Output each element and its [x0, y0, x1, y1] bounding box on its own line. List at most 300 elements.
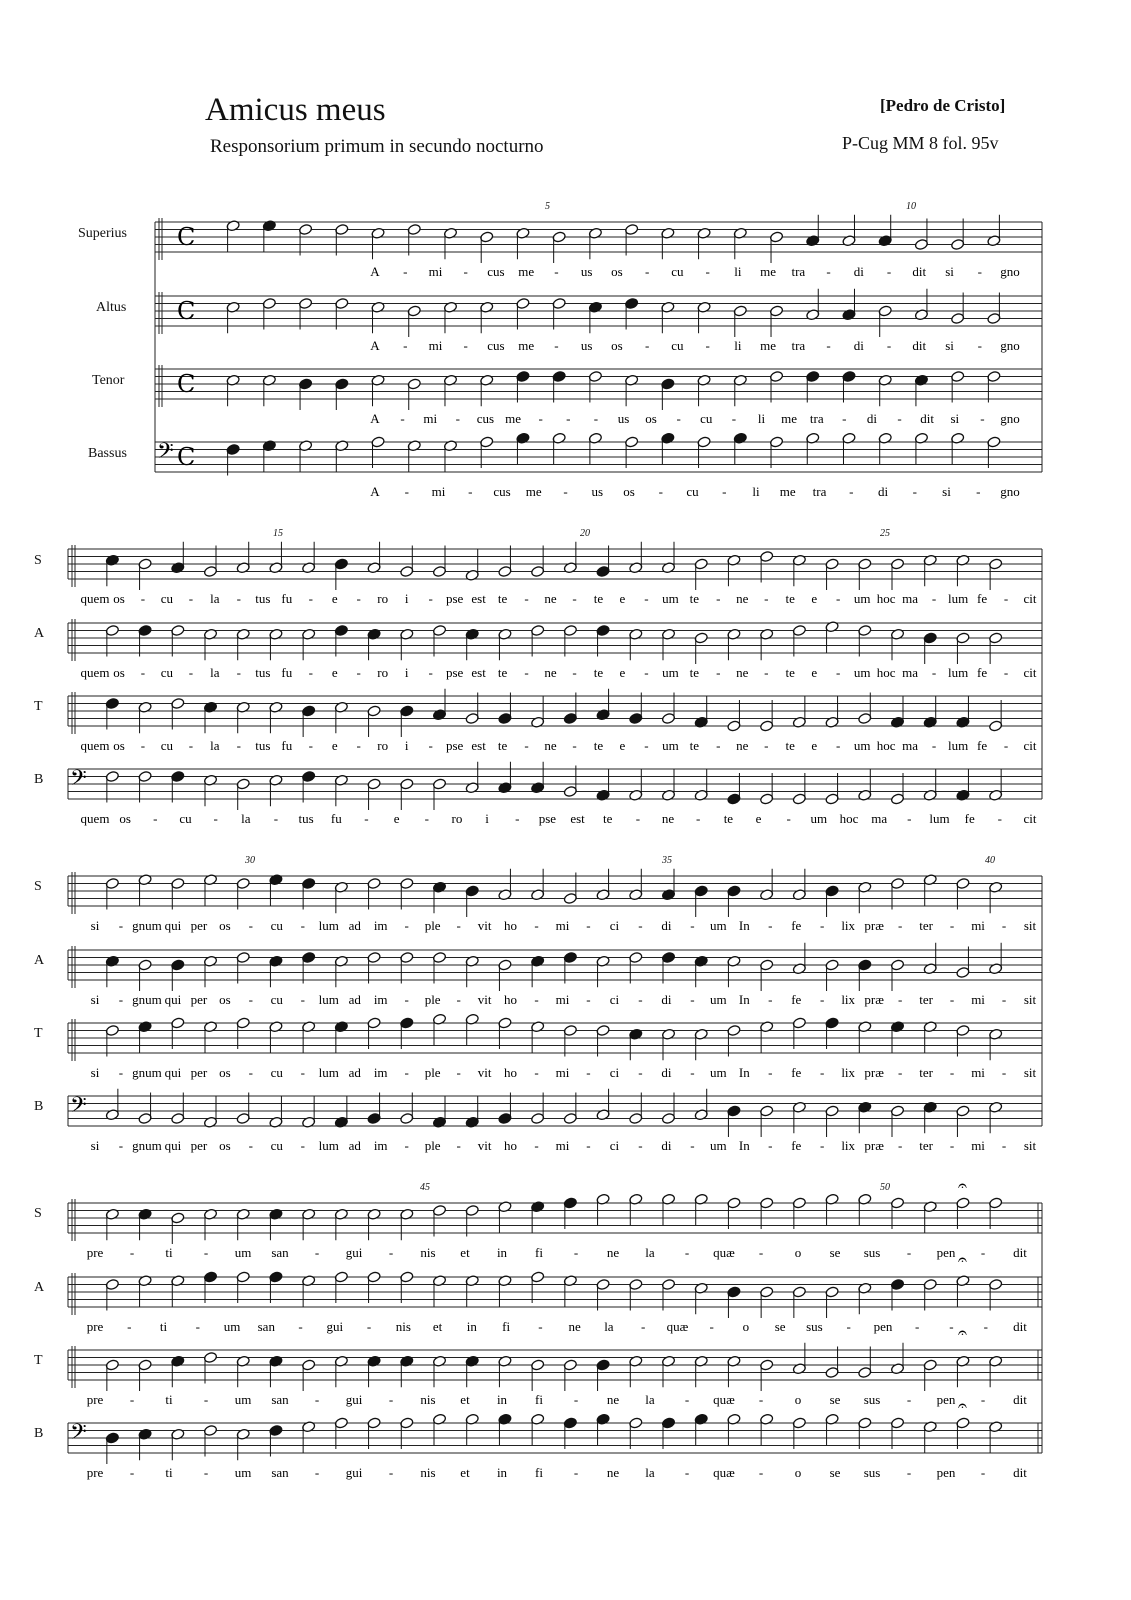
lyric-syllable: ci [609, 918, 620, 933]
note-head [236, 1017, 250, 1029]
lyric-syllable: mi [555, 1065, 570, 1080]
note-head [498, 782, 512, 794]
lyric-syllable: um [853, 738, 871, 753]
lyric-syllable: - [300, 992, 305, 1007]
note-head [825, 1413, 839, 1425]
note-head [226, 374, 240, 386]
lyric-syllable: per [190, 918, 208, 933]
note-head [661, 227, 675, 239]
lyric-syllable: - [563, 484, 568, 499]
note-head [498, 1201, 512, 1213]
lyric-syllable: ple [424, 918, 441, 933]
note-head [236, 701, 250, 713]
lyric-syllable: præ [864, 992, 884, 1007]
lyric-syllable: gno [1000, 338, 1020, 353]
note-head [171, 562, 185, 574]
note-head [987, 436, 1001, 448]
note-head [956, 554, 970, 566]
lyric-syllable: - [356, 591, 361, 606]
note-head [552, 432, 566, 444]
note-head [923, 874, 937, 886]
lyric-syllable: - [1001, 1138, 1007, 1153]
lyric-syllable: lum [947, 738, 969, 753]
lyric-syllable: se [774, 1319, 786, 1334]
lyric-syllable: ple [424, 992, 441, 1007]
note-head [923, 1359, 937, 1371]
note-head [480, 301, 494, 313]
note-head [269, 628, 283, 640]
note-head [367, 628, 381, 640]
note-head [105, 1208, 119, 1220]
lyric-syllable: fu [281, 665, 293, 680]
lyric-syllable: dit [1013, 1319, 1027, 1334]
lyric-syllable: est [570, 811, 585, 826]
lyric-syllable: mi [971, 918, 985, 933]
lyric-syllable: - [314, 1245, 320, 1260]
lyric-syllable: lum [947, 665, 969, 680]
lyric-syllable: in [496, 1245, 508, 1260]
note-head [858, 624, 872, 636]
lyric-syllable: - [949, 1319, 954, 1334]
note-head [890, 1197, 904, 1209]
note-head [989, 1197, 1003, 1209]
lyric-syllable: li [752, 484, 760, 499]
note-head [407, 223, 421, 235]
note-head [878, 305, 892, 317]
note-head [367, 705, 381, 717]
lyric-syllable: im [373, 1065, 388, 1080]
lyric-syllable: gui [345, 1245, 363, 1260]
lyric-syllable: gno [1000, 264, 1020, 279]
lyric-syllable: - [388, 1392, 394, 1407]
lyric-syllable: os [611, 338, 623, 353]
note-head [203, 1021, 217, 1033]
note-head [760, 959, 774, 971]
note-head [531, 782, 545, 794]
note-head [792, 1101, 806, 1113]
note-head [727, 1105, 741, 1117]
note-head [956, 877, 970, 889]
lyric-syllable: - [644, 591, 649, 606]
lyric-syllable: - [403, 338, 408, 353]
lyric-syllable: e [331, 591, 338, 606]
lyric-syllable: um [710, 918, 727, 933]
note-head [825, 885, 839, 897]
lyric-syllable: - [906, 1465, 912, 1480]
note-head [480, 231, 494, 243]
lyric-syllable: mi [428, 264, 443, 279]
lyric-syllable: - [534, 992, 539, 1007]
lyric-syllable: A [370, 264, 380, 279]
note-head [236, 1428, 250, 1440]
common-time-icon: C [177, 370, 196, 398]
note-head [760, 1359, 774, 1371]
lyric-syllable: di [661, 1138, 672, 1153]
note-head [923, 963, 937, 975]
bass-clef-icon: 𝄢 [157, 439, 174, 469]
note-head [629, 1193, 643, 1205]
lyric-syllable: In [738, 1065, 750, 1080]
lyric-syllable: te [497, 591, 508, 606]
lyric-syllable: um [853, 591, 871, 606]
lyric-syllable: ne [606, 1245, 620, 1260]
lyric-syllable: gno [1000, 411, 1020, 426]
lyric-syllable: fe [791, 918, 802, 933]
lyric-syllable: qui [164, 1065, 182, 1080]
voice-label-a: A [34, 953, 45, 968]
note-head [400, 1017, 414, 1029]
lyric-syllable: - [644, 264, 650, 279]
note-head [334, 624, 348, 636]
lyric-syllable: ti [165, 1392, 173, 1407]
fermata-icon: 𝄐 [958, 1176, 967, 1195]
note-head [203, 774, 217, 786]
lyric-syllable: mi [971, 992, 985, 1007]
lyric-syllable: fi [535, 1465, 543, 1480]
lyric-syllable: te [689, 591, 700, 606]
lyric-syllable: ne [661, 811, 675, 826]
note-head [516, 370, 530, 382]
lyric-syllable: - [897, 1065, 903, 1080]
lyric-syllable: la [645, 1245, 655, 1260]
note-head [105, 554, 119, 566]
note-head [792, 793, 806, 805]
lyric-syllable: - [572, 738, 577, 753]
lyric-syllable: - [716, 591, 721, 606]
bass-clef-icon: 𝄢 [70, 1093, 87, 1123]
lyric-syllable: et [460, 1245, 470, 1260]
note-head [661, 789, 675, 801]
lyric-syllable: - [140, 591, 146, 606]
lyric-syllable: me [760, 338, 777, 353]
lyric-syllable: ne [544, 591, 557, 606]
note-head [334, 1271, 348, 1283]
note-head [727, 628, 741, 640]
lyric-syllable: um [234, 1245, 252, 1260]
note-head [951, 370, 965, 382]
lyric-syllable: cu [160, 591, 174, 606]
lyric-syllable: - [195, 1319, 200, 1334]
note-head [890, 1417, 904, 1429]
note-head [138, 1112, 152, 1124]
lyric-syllable: cu [700, 411, 713, 426]
lyric-syllable: est [471, 738, 486, 753]
note-head [760, 628, 774, 640]
note-head [367, 1417, 381, 1429]
note-head [563, 712, 577, 724]
lyric-syllable: ro [377, 591, 389, 606]
note-head [697, 301, 711, 313]
note-head [989, 1101, 1003, 1113]
common-time-icon: C [177, 297, 196, 325]
note-head [890, 558, 904, 570]
lyric-syllable: - [980, 1245, 986, 1260]
lyric-syllable: ad [348, 1138, 361, 1153]
lyric-syllable: lix [841, 1065, 856, 1080]
lyric-syllable: per [190, 992, 208, 1007]
note-head [480, 436, 494, 448]
note-head [171, 624, 185, 636]
lyric-syllable: - [572, 591, 577, 606]
note-head [171, 1017, 185, 1029]
note-head [302, 1116, 316, 1128]
note-head [858, 1021, 872, 1033]
lyric-syllable: qui [164, 1138, 182, 1153]
note-head [661, 1355, 675, 1367]
note-head [138, 624, 152, 636]
note-head [694, 1413, 708, 1425]
lyric-syllable: ter [919, 918, 933, 933]
lyric-syllable: quem [80, 738, 110, 753]
note-head [878, 235, 892, 247]
note-head [588, 301, 602, 313]
lyric-syllable: - [949, 992, 955, 1007]
note-head [914, 238, 928, 250]
note-head [432, 1116, 446, 1128]
note-head [302, 705, 316, 717]
note-head [727, 554, 741, 566]
lyric-syllable: se [829, 1392, 841, 1407]
lyric-syllable: um [234, 1392, 252, 1407]
lyric-syllable: um [662, 738, 679, 753]
note-head [203, 1351, 217, 1363]
lyric-syllable: si [950, 411, 960, 426]
lyric-syllable: - [931, 738, 937, 753]
lyric-syllable: dit [912, 338, 927, 353]
note-head [890, 716, 904, 728]
note-head [171, 1428, 185, 1440]
lyric-syllable: di [853, 264, 864, 279]
note-head [956, 1105, 970, 1117]
voice-label-t: T [34, 1353, 43, 1368]
lyric-syllable: me [518, 338, 535, 353]
note-head [203, 1116, 217, 1128]
lyric-syllable: la [604, 1319, 614, 1334]
lyric-syllable: e [811, 738, 818, 753]
note-head [694, 885, 708, 897]
note-head [269, 1208, 283, 1220]
note-head [302, 1275, 316, 1287]
lyric-syllable: - [356, 665, 361, 680]
lyric-syllable: - [314, 1465, 320, 1480]
fermata-icon: 𝄐 [958, 1250, 967, 1269]
lyric-syllable: sus [863, 1245, 881, 1260]
note-head [407, 378, 421, 390]
lyric-syllable: os [113, 591, 125, 606]
note-head [697, 374, 711, 386]
lyric-syllable: - [644, 338, 650, 353]
common-time-icon: C [177, 223, 196, 251]
lyric-syllable: - [684, 1245, 690, 1260]
note-head [171, 1212, 185, 1224]
lyric-syllable: - [428, 591, 433, 606]
lyric-syllable: - [538, 1319, 543, 1334]
lyric-syllable: - [906, 1245, 912, 1260]
note-head [400, 778, 414, 790]
lyric-syllable: os [611, 264, 623, 279]
note-head [661, 1028, 675, 1040]
note-head [269, 701, 283, 713]
lyric-syllable: - [716, 665, 721, 680]
note-head [334, 1021, 348, 1033]
note-head [890, 959, 904, 971]
note-head [407, 305, 421, 317]
note-head [769, 231, 783, 243]
note-head [432, 778, 446, 790]
note-head [138, 1359, 152, 1371]
lyric-syllable: cus [493, 484, 511, 499]
lyric-syllable: - [308, 738, 313, 753]
lyric-syllable: i [404, 738, 409, 753]
note-head [625, 436, 639, 448]
lyric-syllable: - [826, 338, 831, 353]
lyric-syllable: per [190, 1138, 208, 1153]
lyric-syllable: - [463, 264, 468, 279]
note-head [138, 701, 152, 713]
note-head [432, 1013, 446, 1025]
note-head [596, 565, 610, 577]
lyric-syllable: os [219, 1065, 231, 1080]
note-head [563, 1024, 577, 1036]
lyric-syllable: - [554, 264, 559, 279]
lyric-syllable: gno [1000, 484, 1020, 499]
note-head [923, 554, 937, 566]
lyric-syllable: - [356, 738, 361, 753]
note-head [923, 1021, 937, 1033]
lyric-syllable: os [113, 738, 125, 753]
note-head [531, 1271, 545, 1283]
note-head [400, 1355, 414, 1367]
lyric-syllable: tus [255, 665, 271, 680]
note-head [629, 1278, 643, 1290]
lyric-syllable: - [248, 1138, 254, 1153]
lyric-syllable: e [811, 665, 818, 680]
note-head [806, 370, 820, 382]
note-head [226, 220, 240, 232]
lyric-syllable: quæ [713, 1465, 735, 1480]
lyric-syllable: fi [535, 1392, 543, 1407]
note-head [269, 955, 283, 967]
lyric-syllable: - [388, 1245, 394, 1260]
lyric-syllable: um [223, 1319, 241, 1334]
lyric-syllable: mi [555, 918, 570, 933]
lyric-syllable: - [820, 992, 825, 1007]
lyric-syllable: si [945, 264, 954, 279]
lyric-syllable: - [826, 264, 831, 279]
note-head [989, 1028, 1003, 1040]
note-head [733, 432, 747, 444]
lyric-syllable: cus [487, 338, 505, 353]
note-head [769, 370, 783, 382]
lyric-syllable: os [623, 484, 635, 499]
note-head [269, 1021, 283, 1033]
lyric-syllable: - [573, 1392, 579, 1407]
lyric-syllable: - [534, 1065, 539, 1080]
note-head [334, 1417, 348, 1429]
note-head [596, 889, 610, 901]
lyric-syllable: ho [504, 918, 518, 933]
lyric-syllable: mi [555, 1138, 570, 1153]
lyric-syllable: cus [487, 264, 505, 279]
note-head [694, 1193, 708, 1205]
lyric-syllable: est [471, 665, 486, 680]
note-head [923, 1421, 937, 1433]
lyric-syllable: dit [920, 411, 935, 426]
note-head [531, 1201, 545, 1213]
lyric-syllable: - [897, 411, 902, 426]
lyric-syllable: - [705, 338, 710, 353]
lyric-syllable: - [786, 811, 791, 826]
lyric-syllable: et [460, 1465, 470, 1480]
lyric-syllable: um [710, 1138, 727, 1153]
note-head [236, 1112, 250, 1124]
note-head [890, 1105, 904, 1117]
note-head [625, 223, 639, 235]
lyric-syllable: - [573, 1245, 579, 1260]
lyric-syllable: - [298, 1319, 303, 1334]
note-head [825, 1193, 839, 1205]
note-head [806, 432, 820, 444]
lyric-syllable: os [219, 992, 231, 1007]
lyric-syllable: cit [1023, 665, 1037, 680]
lyric-syllable: pen [873, 1319, 893, 1334]
measure-number: 50 [880, 1182, 890, 1193]
note-head [236, 951, 250, 963]
voice-label-s: S [34, 879, 42, 894]
lyric-syllable: In [738, 918, 750, 933]
lyric-syllable: ti [165, 1465, 173, 1480]
lyric-syllable: us [580, 338, 593, 353]
lyric-syllable: - [977, 338, 982, 353]
note-head [694, 1109, 708, 1121]
lyric-syllable: A [370, 411, 380, 426]
note-head [914, 374, 928, 386]
note-head [858, 1282, 872, 1294]
lyric-syllable: - [886, 338, 892, 353]
lyric-syllable: fe [791, 1065, 802, 1080]
note-head [226, 443, 240, 455]
note-head [432, 709, 446, 721]
note-head [367, 877, 381, 889]
note-head [694, 789, 708, 801]
note-head [531, 624, 545, 636]
lyric-syllable: li [734, 264, 742, 279]
note-head [367, 778, 381, 790]
lyric-syllable: - [424, 811, 429, 826]
note-head [371, 301, 385, 313]
note-head [825, 621, 839, 633]
note-head [432, 1413, 446, 1425]
lyric-syllable: si [945, 338, 954, 353]
lyric-syllable: in [466, 1319, 477, 1334]
lyric-syllable: cu [270, 992, 283, 1007]
lyric-syllable: - [586, 992, 591, 1007]
note-head [367, 1271, 381, 1283]
lyric-syllable: e [331, 738, 338, 753]
lyric-syllable: - [684, 1392, 690, 1407]
note-head [825, 1017, 839, 1029]
note-head [629, 712, 643, 724]
lyric-syllable: ro [377, 738, 389, 753]
lyric-syllable: per [190, 1065, 208, 1080]
lyric-syllable: - [404, 484, 409, 499]
voice-label-b: B [34, 1099, 44, 1114]
note-head [733, 227, 747, 239]
lyric-syllable: - [846, 1319, 851, 1334]
note-head [825, 1105, 839, 1117]
note-head [792, 716, 806, 728]
note-head [334, 881, 348, 893]
